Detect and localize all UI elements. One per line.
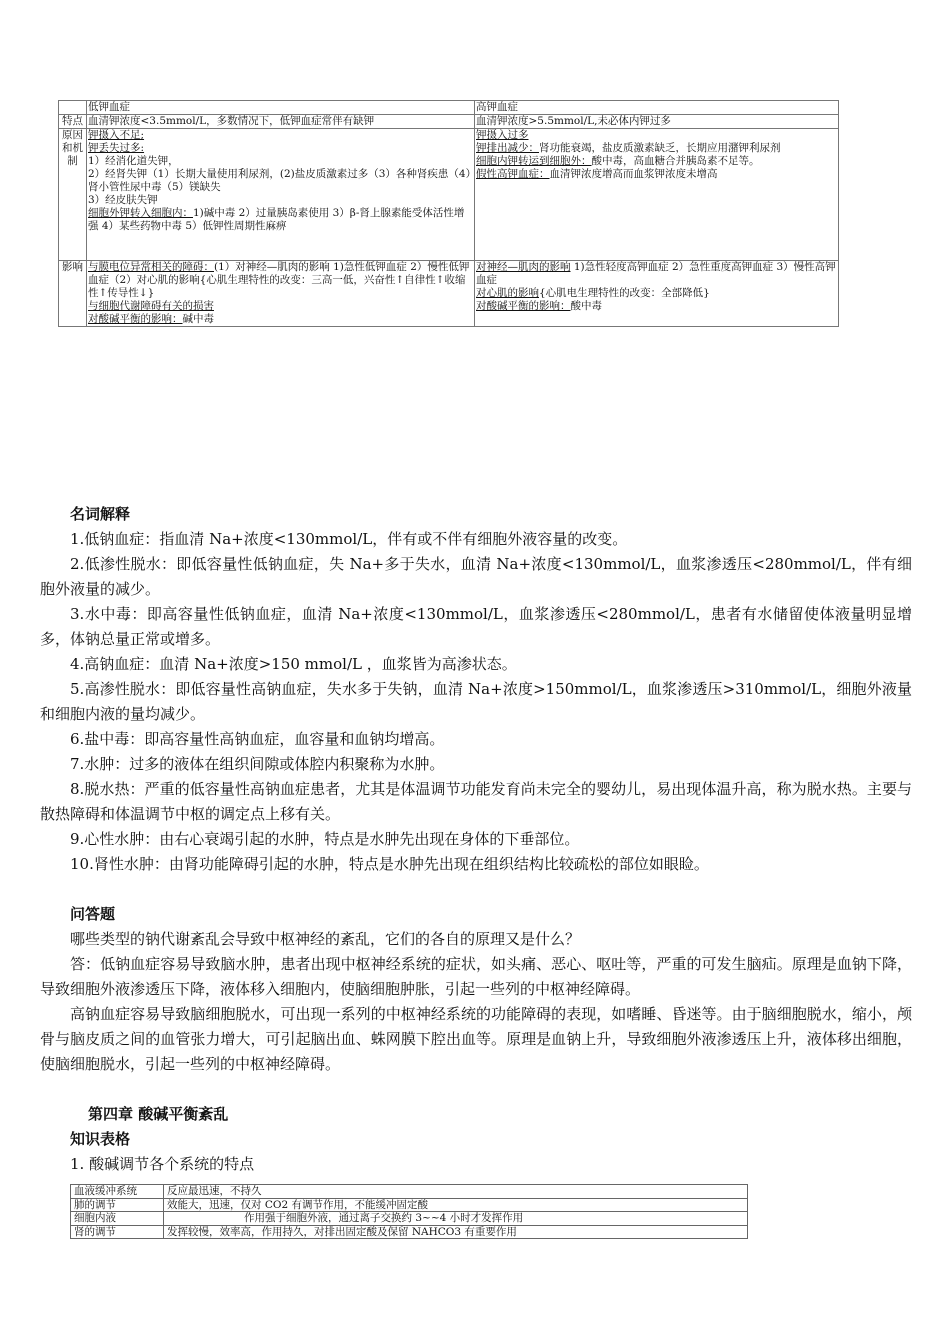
cause-low-loss: 钾丢失过多: — [88, 142, 145, 154]
term-item: 5.高渗性脱水：即低容量性高钠血症，失水多于失钠，血清 Na+浓度>150mmol/L，血浆渗透压>310mmol/L，细胞外液量和细胞内液的量均减少。 — [40, 680, 912, 723]
header-high-potassium: 高钾血症 — [475, 101, 839, 115]
chapter-item: 1. 酸碱调节各个系统的特点 — [70, 1155, 255, 1173]
table-row — [71, 1198, 748, 1212]
cause-low-intake: 钾摄入不足; — [88, 129, 145, 141]
system-desc: 效能大，迅速，仅对 CO2 有调节作用，不能缓冲固定酸 — [164, 1198, 748, 1212]
document-body — [40, 502, 912, 1177]
table-row — [59, 115, 839, 129]
potassium-comparison-table — [58, 100, 839, 327]
section-heading-qa: 问答题 — [70, 905, 116, 923]
qa-answer: 答：低钠血症容易导致脑水肿，患者出现中枢神经系统的症状，如头痛、恶心、呕吐等，严重的可发生脑疝。原理是血钠下降，导致细胞外液渗透压下降，液体移入细胞内，使脑细胞肿胀，引起一些列的中枢神经障碍。 — [40, 955, 912, 998]
row-label-cause: 原因 和机 制 — [59, 129, 87, 261]
table-cell-empty — [59, 101, 87, 115]
table-row — [59, 101, 839, 115]
chapter-title: 第四章 酸碱平衡紊乱 — [88, 1105, 229, 1123]
table-row — [71, 1185, 748, 1199]
feature-high: 血清钾浓度>5.5mmol/L,未必体内钾过多 — [475, 115, 839, 129]
table-row — [59, 129, 839, 261]
chapter-subtitle: 知识表格 — [70, 1130, 131, 1148]
term-item: 9.心性水肿：由右心衰竭引起的水肿，特点是水肿先出现在身体的下垂部位。 — [70, 830, 580, 848]
cause-low-shift: 细胞外钾转入细胞内： — [88, 207, 193, 219]
qa-answer: 高钠血症容易导致脑细胞脱水，可出现一系列的中枢神经系统的功能障碍的表现，如嗜睡、昏迷等。由于脑细胞脱水，缩小，颅骨与脑皮质之间的血管张力增大，可引起脑出血、蛛网膜下腔出血等。原理是血钠上升，导致细胞外液渗透压上升，液体移出细胞，使脑细胞脱水，引起一些列的中枢神经障碍。 — [40, 1005, 912, 1073]
term-item: 10.肾性水肿：由肾功能障碍引起的水肿，特点是水肿先出现在组织结构比较疏松的部位如眼睑。 — [70, 855, 709, 873]
system-name: 血液缓冲系统 — [71, 1185, 164, 1199]
term-item: 3.水中毒：即高容量性低钠血症，血清 Na+浓度<130mmol/L，血浆渗透压<280mmol/L，患者有水储留使体液量明显增多，体钠总量正常或增多。 — [40, 605, 912, 648]
cause-high: 钾摄入过多 钾排出减少：肾功能衰竭，盐皮质激素缺乏，长期应用潴钾利尿剂 细胞内钾转运到细胞外：酸中毒，高血糖合并胰岛素不足等。 假性高钾血症：血清钾浓度增高而血浆钾浓度未增高 — [475, 129, 839, 261]
term-item: 7.水肿：过多的液体在组织间隙或体腔内积聚称为水肿。 — [70, 755, 445, 773]
cause-low: 钾摄入不足; 钾丢失过多: 1）经消化道失钾， 2）经肾失钾（1）长期大量使用利尿剂，(2)盐皮质激素过多（3）各种肾疾患（4）肾小管性尿中毒（5）镁缺失 3）经皮肤失钾 细胞外钾转入细胞内：1)碱中毒 2）过量胰岛素使用 3）β-肾上腺素能受体活性增强 4）某些药物中毒 5）低钾性周期性麻痹 — [87, 129, 475, 261]
row-label-feature: 特点 — [59, 115, 87, 129]
feature-low: 血清钾浓度<3.5mmol/L，多数情况下，低钾血症常伴有缺钾 — [87, 115, 475, 129]
qa-question: 哪些类型的钠代谢紊乱会导致中枢神经的紊乱，它们的各自的原理又是什么？ — [70, 930, 581, 948]
acid-base-regulation-table — [70, 1184, 748, 1239]
system-desc: 作用强于细胞外液，通过离子交换约 3~~4 小时才发挥作用 — [164, 1212, 748, 1226]
table-row — [71, 1212, 748, 1226]
system-name: 肾的调节 — [71, 1225, 164, 1239]
row-label-effect: 影响 — [59, 261, 87, 327]
system-desc: 发挥较慢，效率高，作用持久，对排出固定酸及保留 NAHCO3 有重要作用 — [164, 1225, 748, 1239]
table-row — [59, 261, 839, 327]
term-item: 8.脱水热：严重的低容量性高钠血症患者，尤其是体温调节功能发育尚未完全的婴幼儿，易出现体温升高，称为脱水热。主要与散热障碍和体温调节中枢的调定点上移有关。 — [40, 780, 912, 823]
system-name: 肺的调节 — [71, 1198, 164, 1212]
effect-high: 对神经—肌肉的影响 1)急性轻度高钾血症 2）急性重度高钾血症 3）慢性高钾血症 对心肌的影响{心肌电生理特性的改变：全部降低} 对酸碱平衡的影响：酸中毒 — [475, 261, 839, 327]
term-item: 2.低渗性脱水：即低容量性低钠血症，失 Na+多于失水，血清 Na+浓度<130mmol/L，血浆渗透压<280mmol/L，伴有细胞外液量的减少。 — [40, 555, 912, 598]
section-heading-terms: 名词解释 — [70, 505, 131, 523]
term-item: 6.盐中毒：即高容量性高钠血症，血容量和血钠均增高。 — [70, 730, 445, 748]
term-item: 4.高钠血症：血清 Na+浓度>150 mmol/L ，血浆皆为高渗状态。 — [70, 655, 517, 673]
system-desc: 反应最迅速，不持久 — [164, 1185, 748, 1199]
term-item: 1.低钠血症：指血清 Na+浓度<130mmol/L，伴有或不伴有细胞外液容量的改变。 — [70, 530, 628, 548]
table-row — [71, 1225, 748, 1239]
system-name: 细胞内液 — [71, 1212, 164, 1226]
effect-low: 与膜电位异常相关的障碍：(1）对神经—肌肉的影响 1)急性低钾血症 2）慢性低钾血症（2）对心肌的影响{心肌生理特性的改变：三高一低，兴奋性↑自律性↑收缩性↑传导性↓} 与细胞代谢障碍有关的损害 对酸碱平衡的影响：碱中毒 — [87, 261, 475, 327]
header-low-potassium: 低钾血症 — [87, 101, 475, 115]
cause-high-intake: 钾摄入过多 — [476, 129, 529, 141]
